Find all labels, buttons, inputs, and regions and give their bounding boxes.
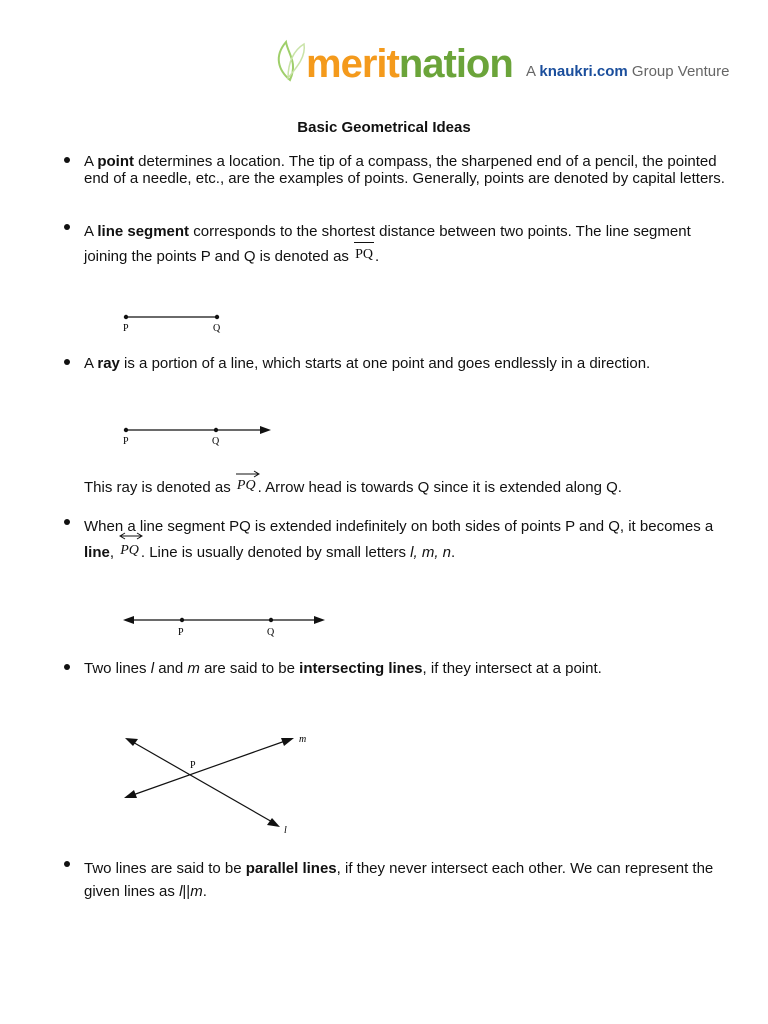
logo-wordmark [306, 44, 513, 84]
line-letters: l, m, n [410, 544, 452, 561]
line-text1: When a line segment PQ is extended indefinitely on both sides of points P and Q, it becomes a [84, 518, 714, 535]
line-label-q: Q [267, 627, 275, 638]
segment-label-p: P [123, 323, 129, 334]
bullet-ray [64, 359, 70, 365]
parallel-l: l [179, 883, 183, 900]
ray-label-p: P [123, 436, 129, 447]
line-point-q [269, 618, 273, 622]
segment-label-q: Q [213, 323, 221, 334]
ray-arrowhead [260, 426, 271, 434]
intersecting-m: m [187, 660, 200, 677]
line-m [130, 740, 288, 796]
line-paragraph [84, 515, 734, 565]
point-term: point [97, 153, 135, 170]
intersecting-mid: are said to be [199, 660, 300, 677]
intersection-label-p: P [190, 760, 196, 771]
logo-tagline-brand: naukri.com [547, 63, 628, 80]
ray-point-p [124, 428, 128, 432]
line-text3: . Line is usually denoted by small letters [140, 544, 411, 561]
segment-text1: corresponds to the shortest distance between two points. The line segment joining the points P and Q is denoted as [84, 223, 691, 265]
parallel-sep: || [182, 883, 191, 900]
ray-text: is a portion of a line, which starts at one point and goes endlessly in a direction. [119, 355, 651, 372]
logo-brand-part1: merit [306, 42, 399, 86]
ray-term: ray [97, 355, 120, 372]
intersecting-term: intersecting lines [299, 660, 423, 677]
intersection-label-l: l [284, 825, 287, 836]
ray-paragraph [84, 355, 734, 372]
segment-text2: . [374, 248, 380, 265]
segment-point-p [124, 315, 128, 319]
intersecting-l: l [150, 660, 155, 677]
parallel-paragraph [84, 857, 734, 903]
line-arrowhead-right [314, 616, 325, 624]
line-notation-text: PQ [120, 543, 139, 558]
line-notation-arrow-icon [119, 532, 143, 540]
ray-pre: A [84, 355, 98, 372]
ray-notation [235, 477, 258, 494]
segment-term: line segment [97, 223, 190, 240]
intersecting-post: , if they intersect at a point. [422, 660, 602, 677]
page-title: Basic Geometrical Ideas [297, 119, 471, 136]
ray-figure [118, 423, 278, 449]
ray-note-post: . Arrow head is towards Q since it is extended along Q. [257, 479, 622, 496]
logo-tagline-suffix: Group Venture [631, 63, 730, 80]
line-term: line [84, 544, 110, 561]
segment-pre: A [84, 223, 98, 240]
logo-brand-part2: nation [398, 42, 513, 86]
line-arrowhead-left [123, 616, 134, 624]
ray-note [84, 477, 734, 496]
segment-figure [118, 310, 228, 336]
segment-notation [353, 243, 375, 266]
parallel-m: m [190, 883, 203, 900]
bullet-parallel [64, 861, 70, 867]
intersecting-paragraph [84, 660, 734, 677]
intersection-label-m: m [299, 734, 307, 745]
parallel-text: , if they never intersect each other. We can represent the given lines as [84, 860, 714, 900]
parallel-end: . [202, 883, 207, 900]
ray-point-q [214, 428, 218, 432]
line-notation [118, 539, 141, 563]
parallel-term: parallel lines [245, 860, 337, 877]
line-l [131, 741, 274, 823]
parallel-pre: Two lines are said to be [84, 860, 246, 877]
ray-note-pre: This ray is denoted as [84, 479, 235, 496]
logo-tagline [526, 64, 729, 79]
line-text2: , [109, 544, 119, 561]
intersecting-pre: Two lines [84, 660, 151, 677]
line-l-arrowhead-right [267, 818, 280, 827]
logo-tagline-k: k [539, 63, 548, 80]
segment-notation-text: PQ [355, 247, 373, 262]
point-text: determines a location. The tip of a compass, the sharpened end of a pencil, the pointed end of a needle, etc., are the examples of points. Generally, points are denoted by capital letters. [84, 153, 725, 187]
segment-point-q [215, 315, 219, 319]
overline-bar [354, 242, 374, 243]
bullet-segment [64, 224, 70, 230]
bullet-line [64, 519, 70, 525]
line-m-arrowhead-right [281, 738, 294, 746]
line-l-arrowhead-left [125, 738, 138, 746]
point-paragraph [84, 153, 734, 187]
bullet-intersecting [64, 664, 70, 670]
line-label-p: P [178, 627, 184, 638]
logo-tagline-prefix: A [526, 63, 536, 80]
ray-notation-text: PQ [236, 478, 256, 493]
segment-paragraph [84, 220, 734, 268]
ray-label-q: Q [212, 436, 220, 447]
bullet-point [64, 157, 70, 163]
intersecting-and: and [154, 660, 188, 677]
line-figure [118, 612, 330, 642]
point-pre: A [84, 153, 98, 170]
line-text4: . [451, 544, 456, 561]
line-m-arrowhead-left [124, 790, 137, 798]
ray-notation-arrow-icon [236, 470, 260, 478]
line-point-p [180, 618, 184, 622]
intersecting-figure [118, 726, 318, 838]
